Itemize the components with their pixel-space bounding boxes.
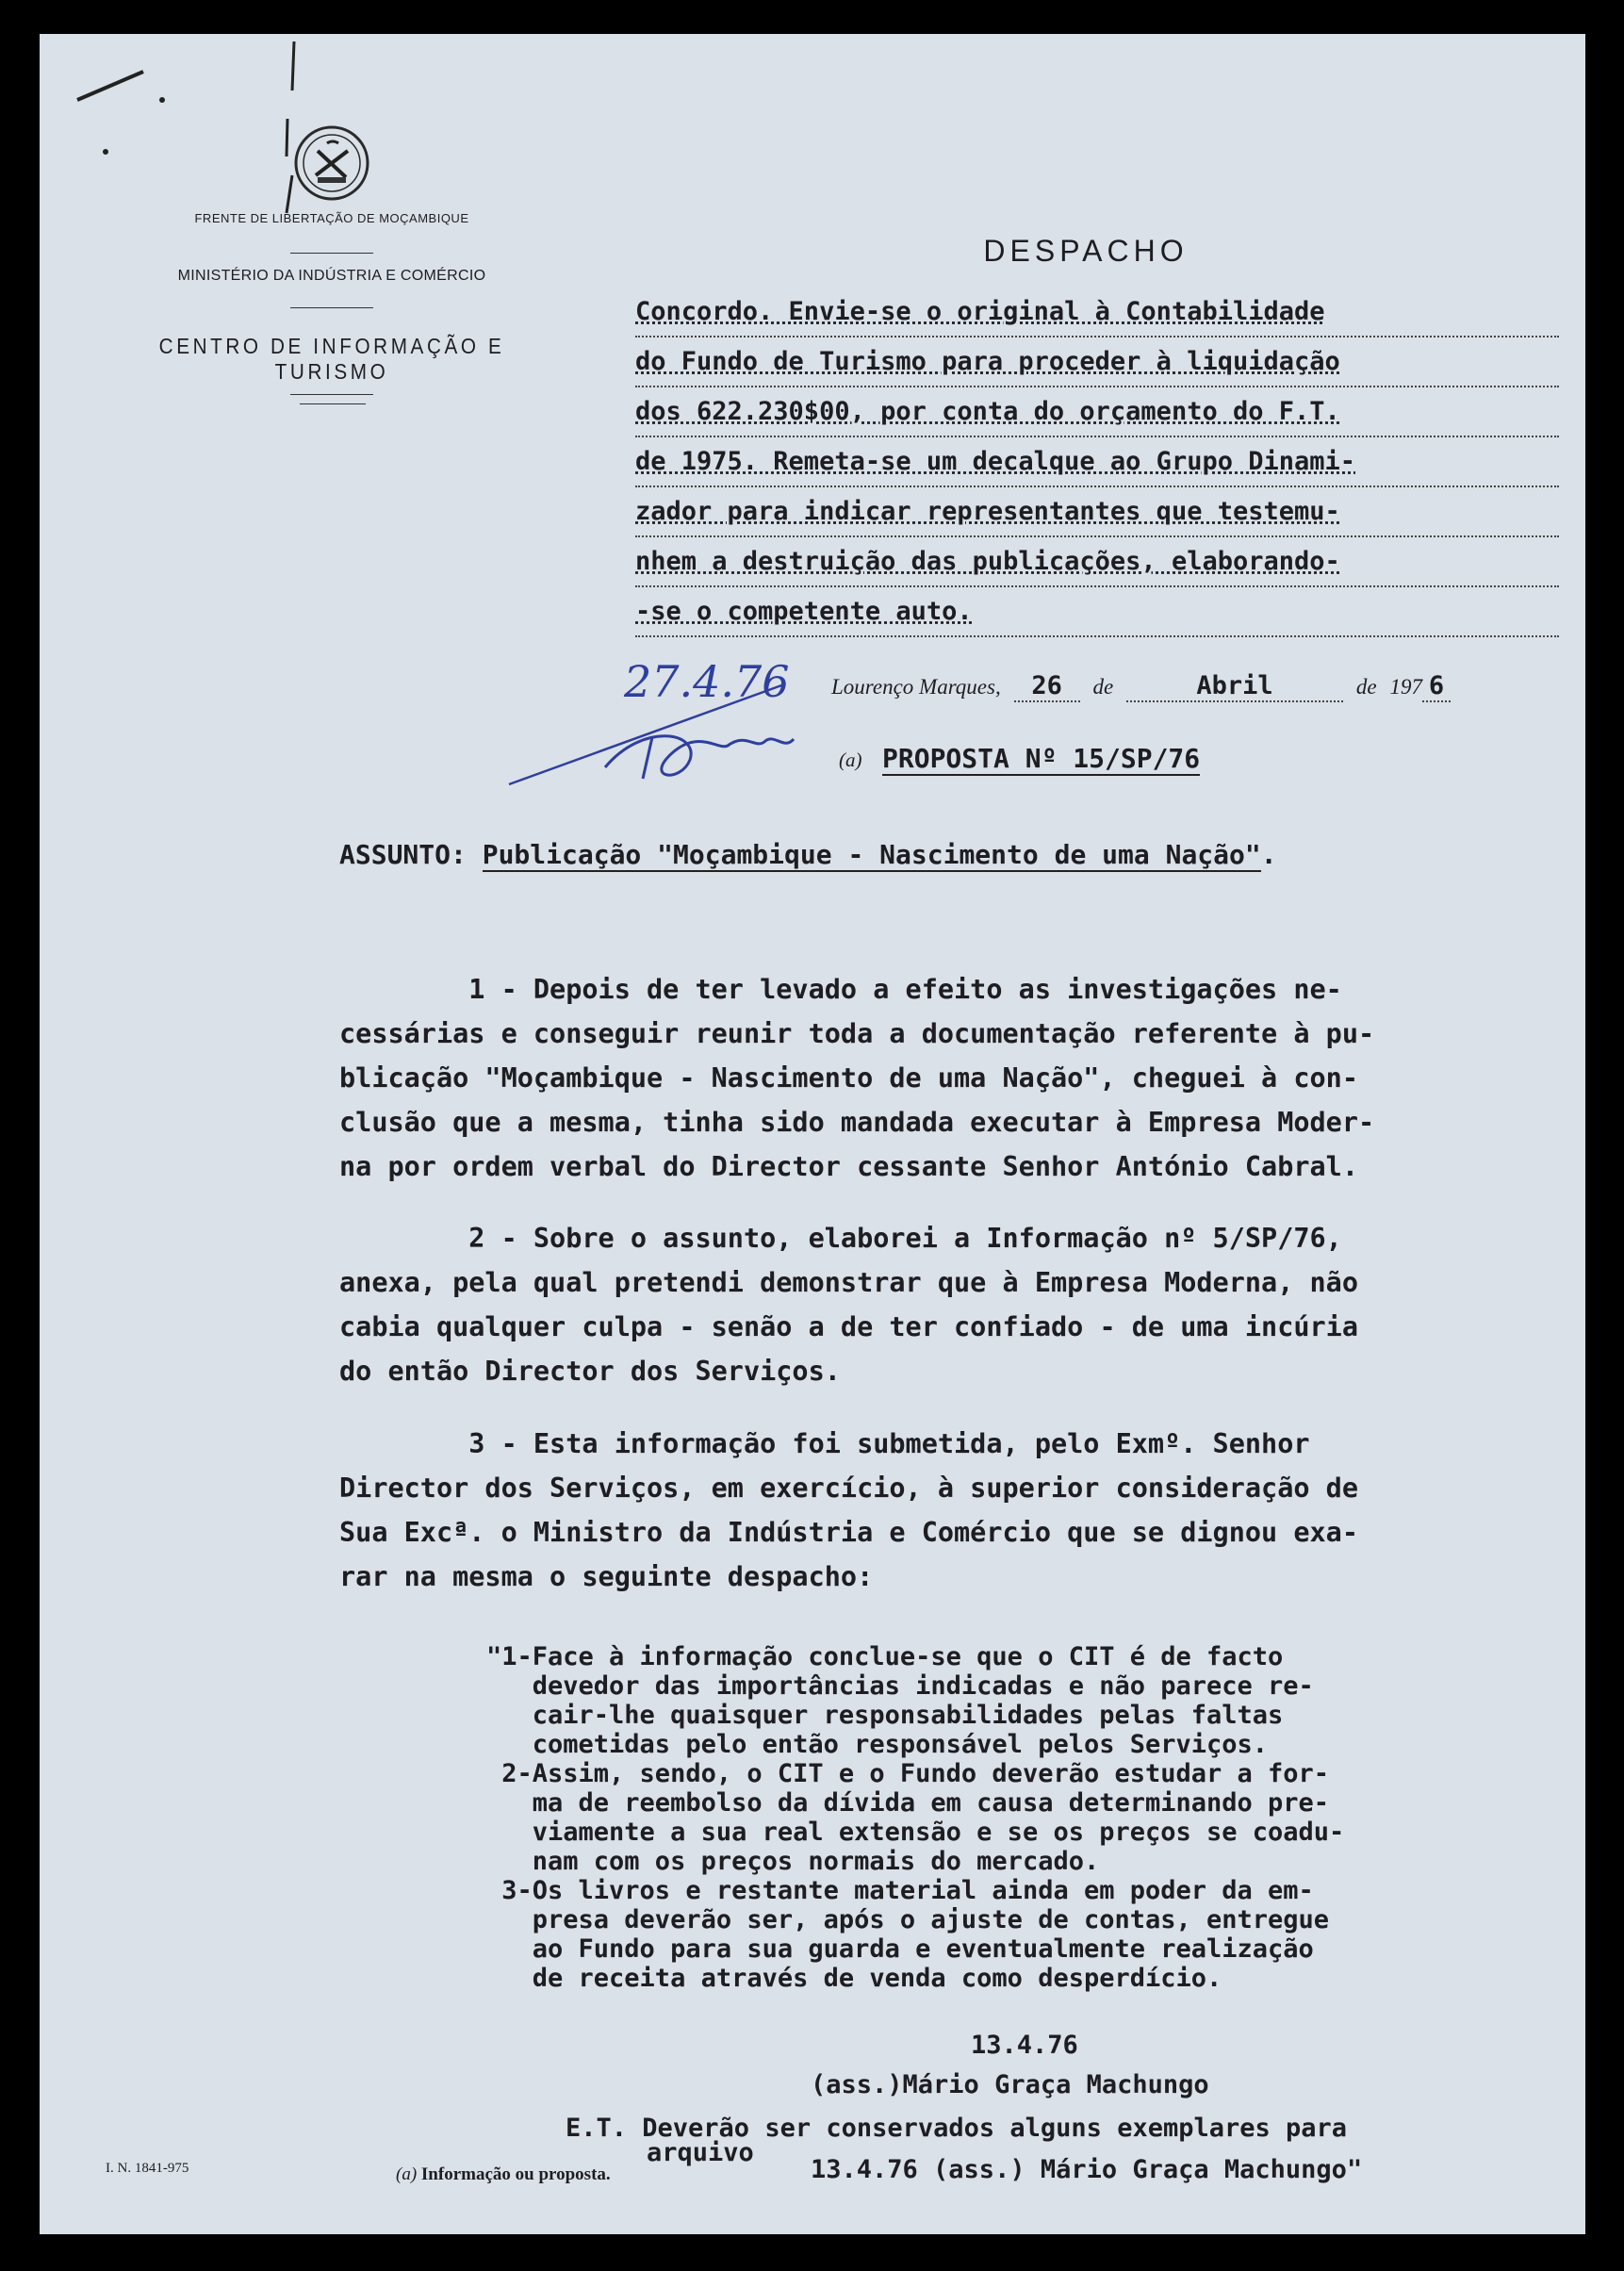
handwritten-date: 27.4.76 [624, 656, 790, 707]
despacho-line: de 1975. Remeta-se um decalque ao Grupo Dinami- [635, 440, 1559, 487]
despacho-title: DESPACHO [983, 234, 1189, 268]
footnote-text: Informação ou proposta. [420, 2164, 611, 2184]
subject-trail: . [1260, 839, 1277, 870]
paragraph-2: 2 - Sobre o assunto, elaborei a Informação nº 5/SP/76, anexa, pela qual pretendi demonstrar que à Empresa Moderna, não cabia qualquer culpa - senão a de ter confiado - de uma incúria do então Director dos Serviços. [339, 1223, 1358, 1387]
place-date-line [831, 671, 1559, 702]
despacho-line: zador para indicar representantes que testemu- [635, 490, 1559, 537]
despacho-line: nhem a destruição das publicações, elaborando- [635, 540, 1559, 587]
subject-line [339, 839, 1277, 870]
subject-label: ASSUNTO: [339, 839, 467, 870]
margin-scribble [40, 34, 322, 222]
month-field: Abril [1126, 671, 1343, 702]
paragraph-3: 3 - Esta informação foi submetida, pelo Exmº. Senhor Director dos Serviços, em exercício, à superior consideração de Sua Excª. o Ministro da Indústria e Comércio que se dignou exa- rar na mesma o seguinte despacho: [339, 1428, 1358, 1592]
de-label: de [1092, 675, 1114, 699]
et-signature: 13.4.76 (ass.) Mário Graça Machungo" [811, 2155, 1363, 2184]
day-field: 26 [1014, 671, 1080, 702]
et-line: E.T. Deverão ser conservados alguns exemplares para [566, 2114, 1348, 2143]
footnote-marker: (a) [396, 2164, 418, 2184]
despacho-line: -se o competente auto. [635, 590, 1559, 637]
year-prefix: 197 [1389, 675, 1422, 699]
proposal-marker: (a) [839, 749, 862, 771]
signature-name: (ass.)Mário Graça Machungo [811, 2070, 1209, 2099]
subject-text: Publicação "Moçambique - Nascimento de uma Nação" [482, 839, 1261, 870]
year-field: 6 [1422, 671, 1451, 702]
despacho-line: Concordo. Envie-se o original à Contabilidade [635, 290, 1559, 337]
centre-name: CENTRO DE INFORMAÇÃO E TURISMO [158, 334, 505, 384]
divider [290, 394, 373, 395]
divider [290, 253, 373, 254]
et-arquivo: arquivo [647, 2138, 754, 2167]
ministry-name: MINISTÉRIO DA INDÚSTRIA E COMÉRCIO [177, 268, 486, 284]
divider [290, 307, 373, 308]
org-name: FRENTE DE LIBERTAÇÃO DE MOÇAMBIQUE [194, 211, 469, 225]
footnote [396, 2164, 611, 2185]
quoted-despacho: "1-Face à informação conclue-se que o CIT é de facto devedor das importâncias indicadas e não parece re- cair-lhe quaisquer responsabilidades pelas faltas cometidas pelo então responsável pelos Serviços. 2-Assim, sendo, o CIT e o Fundo deverão estudar a for- ma de reembolso da dívida em causa determinando pre- viamente a sua real extensão e se os preços se coadu- nam com os preços normais do mercado. 3-Os livros e restante material ainda em poder da em- presa deverão ser, após o ajuste de contas, entregue ao Fundo para sua guarda e eventualmente realização de receita através de venda como desperdício. [486, 1642, 1345, 1993]
place-label: Lourenço Marques, [831, 675, 1001, 699]
signature-date: 13.4.76 [971, 2031, 1078, 2060]
despacho-line: dos 622.230$00, por conta do orçamento do F.T. [635, 390, 1559, 437]
proposal-title: PROPOSTA Nº 15/SP/76 [882, 743, 1201, 774]
divider [300, 403, 366, 404]
form-number: I. N. 1841-975 [106, 2161, 189, 2176]
paragraph-1: 1 - Depois de ter levado a efeito as investigações ne- cessárias e conseguir reunir toda a documentação referente à pu- blicação "Moçambique - Nascimento de uma Nação", cheguei à con- clusão que a mesma, tinha sido mandada executar à Empresa Moder- na por ordem verbal do Director cessante Senhor António Cabral. [339, 974, 1375, 1182]
document-page [40, 34, 1585, 2234]
despacho-line: do Fundo de Turismo para proceder à liquidação [635, 340, 1559, 387]
de-label: de [1355, 675, 1377, 699]
